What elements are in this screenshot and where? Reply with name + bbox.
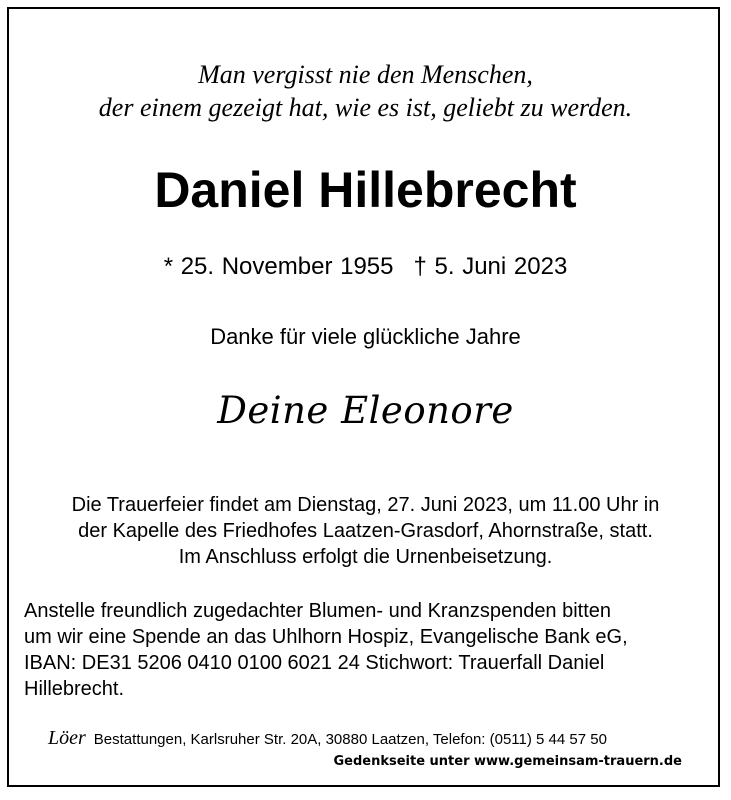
service-line-2: der Kapelle des Friedhofes Laatzen-Grasdorf, Ahornstraße, statt. [78, 520, 653, 542]
life-dates [0, 252, 731, 282]
donation-line-2: um wir eine Spende an das Uhlhorn Hospiz, Evangelische Bank eG, [24, 626, 628, 648]
deceased-name: Daniel Hillebrecht [154, 162, 577, 218]
service-line-1: Die Trauerfeier findet am Dienstag, 27. Juni 2023, um 11.00 Uhr in [71, 494, 660, 516]
donation-line-1: Anstelle freundlich zugedachter Blumen- und Kranzspenden bitten [24, 600, 612, 622]
funeral-home-details: Bestattungen, Karlsruher Str. 20A, 30880 Laatzen, Telefon: (0511) 5 44 57 50 [93, 731, 607, 748]
funeral-home-footer [48, 727, 607, 751]
donation-line-4: Hillebrecht. [24, 678, 125, 700]
thanks-line: Danke für viele glückliche Jahre [210, 324, 521, 349]
motto-line-1: Man vergisst nie den Menschen, [198, 60, 533, 89]
donation-line-3: IBAN: DE31 5206 0410 0100 6021 24 Stichwort: Trauerfall Daniel [24, 652, 605, 674]
birth-date: * 25. November 1955 [163, 253, 394, 280]
signature: Deine Eleonore [217, 389, 514, 432]
death-date: † 5. Juni 2023 [413, 253, 568, 280]
service-line-3: Im Anschluss erfolgt die Urnenbeisetzung. [178, 546, 553, 568]
funeral-service-info [0, 492, 731, 570]
motto-line-2: der einem gezeigt hat, wie es ist, geliebt zu werden. [98, 93, 633, 122]
funeral-home-logo: Löer [48, 727, 86, 749]
motto-quote [0, 58, 731, 124]
memorial-website: Gedenkseite unter www.gemeinsam-trauern.de [333, 754, 682, 769]
donation-request [24, 598, 714, 702]
